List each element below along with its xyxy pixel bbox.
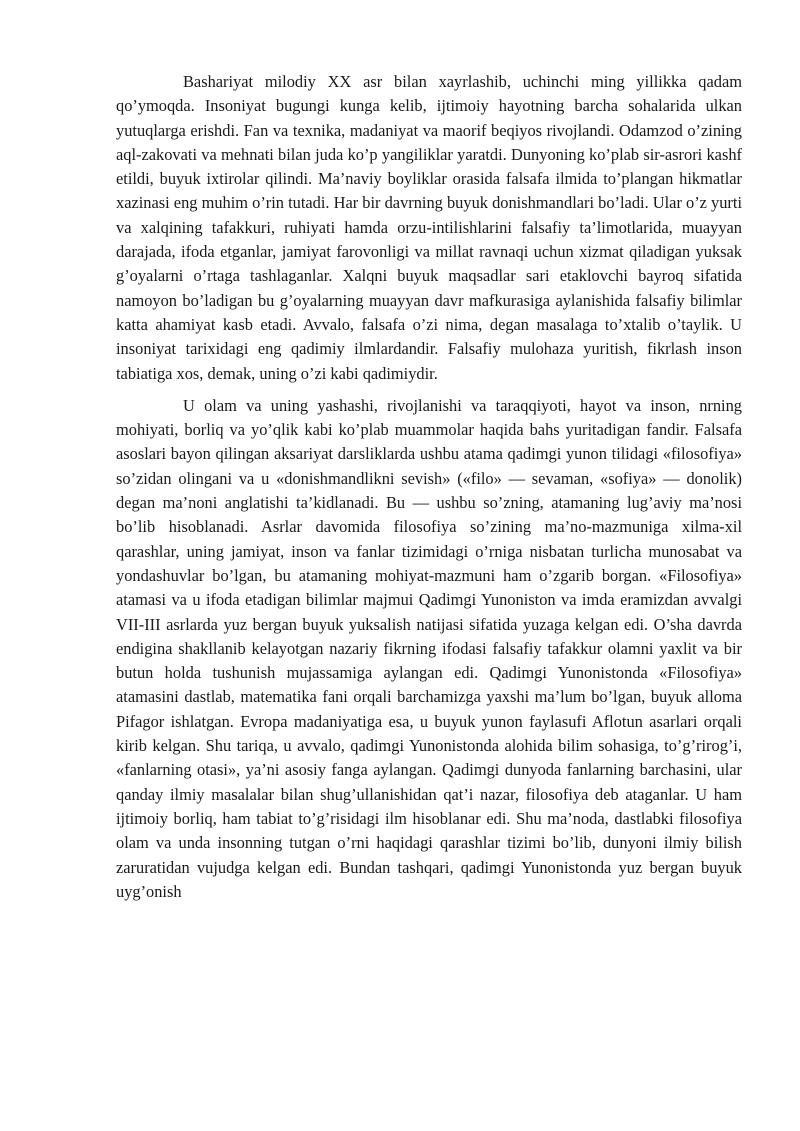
document-page [116, 70, 742, 904]
paragraph-intro: Bashariyat milodiy XX asr bilan xayrlashib, uchinchi ming yillikka qadam qo’ymoqda. Insoniyat bugungi kunga kelib, ijtimoiy hayotning barcha sohalarida ulkan yutuqlarga erishdi. Fan va texnika, madaniyat va maorif beqiyos rivojlandi. Odamzod o’zining aql-zakovati va mehnati bilan juda ko’p yangiliklar yaratdi. Dunyoning ko’plab sir-asrori kashf etildi, buyuk ixtirolar qilindi. Ma’naviy boyliklar orasida falsafa ilmida to’plangan hikmatlar xazinasi eng muhim o’rin tutadi. Har bir davrning buyuk donishmandlari bo’ladi. Ular o’z yurti va xalqining tafakkuri, ruhiyati hamda orzu-intilishlarini falsafiy ta’limotlarida, muayyan darajada, ifoda etganlar, jamiyat farovonligi va millat ravnaqi uchun xizmat qiladigan yuksak g’oyalarni o’rtaga tashlaganlar. Xalqni buyuk maqsadlar sari etaklovchi bayroq sifatida namoyon bo’ladigan bu g’oyalarning muayyan davr mafkurasiga aylanishida falsafiy bilimlar katta ahamiyat kasb etadi. Avvalo, falsafa o’zi nima, degan masalaga to’xtalib o’taylik. U insoniyat tarixidagi eng qadimiy ilmlardandir. Falsafiy mulohaza yuritish, fikrlash inson tabiatiga xos, demak, uning o’zi kabi qadimiydir. [116, 72, 742, 383]
paragraph-philosophy-definition: U olam va uning yashashi, rivojlanishi va taraqqiyoti, hayot va inson, nrning mohiyati, borliq va yo’qlik kabi ko’plab muammolar haqida bahs yuritadigan fandir. Falsafa asoslari bayon qilingan aksariyat darsliklarda ushbu atama qadimgi yunon tilidagi «filosofiya» so’zidan olingani va u «donishmandlikni sevish» («filo» — sevaman, «sofiya» — donolik) degan ma’noni anglatishi ta’kidlanadi. Bu — ushbu so’zning, atamaning lug’aviy ma’nosi bo’lib hisoblanadi. Asrlar davomida filosofiya so’zining ma’no-mazmuniga xilma-xil qarashlar, uning jamiyat, inson va fanlar tizimidagi o’rniga nisbatan turlicha munosabat va yondashuvlar bo’lgan, bu atamaning mohiyat-mazmuni ham o’zgarib borgan. «Filosofiya» atamasi va u ifoda etadigan bilimlar majmui Qadimgi Yunoniston va imda eramizdan avvalgi VII-III asrlarda yuz bergan buyuk yuksalish natijasi sifatida yuzaga kelgan edi. O’sha davrda endigina shakllanib kelayotgan nazariy fikrning ifodasi falsafiy tafakkur olamni yaxlit va bir butun holda tushunish mujassamiga aylangan edi. Qadimgi Yunonistonda «Filosofiya» atamasini dastlab, matematika fani orqali barchamizga yaxshi ma’lum bo’lgan, buyuk alloma Pifagor ishlatgan. Evropa madaniyatiga esa, u buyuk yunon faylasufi Aflotun asarlari orqali kirib kelgan. Shu tariqa, u avvalo, qadimgi Yunonistonda alohida bilim sohasiga, to’g’rirog’i, «fanlarning otasi», ya’ni asosiy fanga aylangan. Qadimgi dunyoda fanlarning barchasini, ular qanday ilmiy masalalar bilan shug’ullanishidan qat’i nazar, filosofiya deb ataganlar. U ham ijtimoiy borliq, ham tabiat to’g’risidagi ilm hisoblanar edi. Shu ma’noda, dastlabki filosofiya olam va unda insonning tutgan o’rni haqidagi qarashlar tizimi bo’lib, dunyoni ilmiy bilish zaruratidan vujudga kelgan edi. Bundan tashqari, qadimgi Yunonistonda yuz bergan buyuk uyg’onish [116, 395, 742, 901]
